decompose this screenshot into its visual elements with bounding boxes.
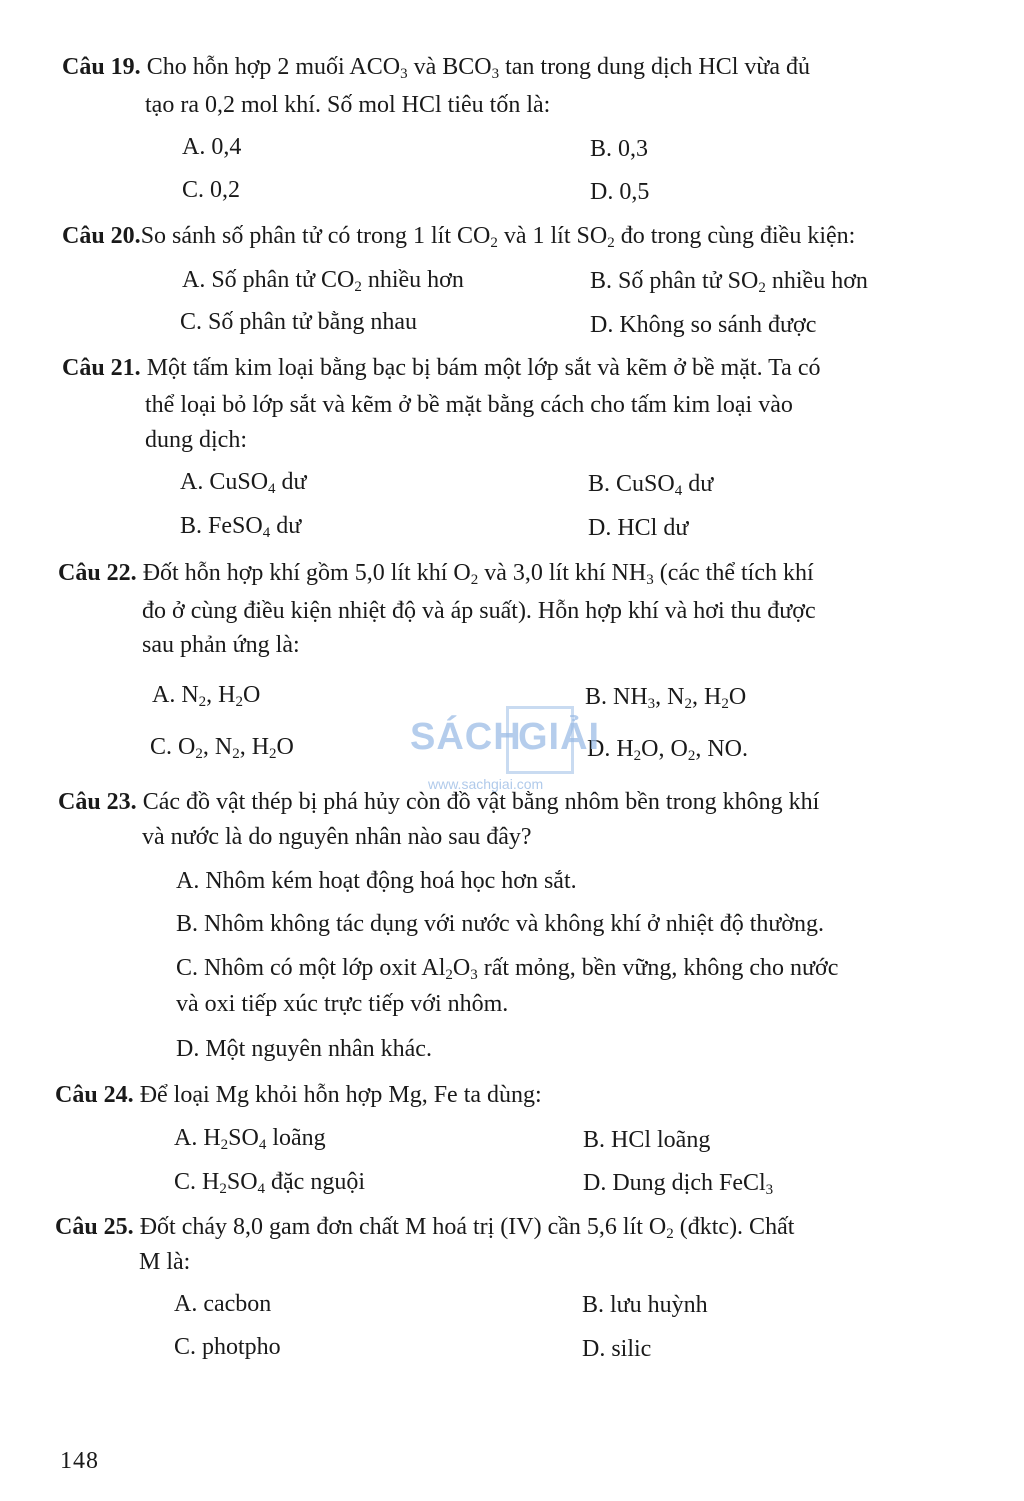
question-21-option-d: D. HCl dư bbox=[588, 515, 689, 541]
question-24-option-a: A. $H_2SO_4$ loãng bbox=[174, 1125, 326, 1153]
question-21-stem-line2: thể loại bỏ lớp sắt và kẽm ở bề mặt bằng cách cho tấm kim loại vào bbox=[145, 392, 793, 418]
question-25-option-c: C. photpho bbox=[174, 1334, 281, 1360]
question-23-stem-line2: và nước là do nguyên nhân nào sau đây? bbox=[142, 824, 532, 850]
question-25-option-d: D. silic bbox=[582, 1336, 652, 1362]
question-25-stem: Câu 25. Đốt cháy 8,0 gam đơn chất M hoá trị (IV) cần 5,6 lít $O_2$ (đktc). Chất bbox=[55, 1214, 795, 1242]
question-21-option-c: B. FeSO$_4$ dư bbox=[180, 513, 302, 541]
question-19-option-a: A. 0,4 bbox=[182, 134, 242, 160]
question-20-option-b: B. Số phân tử $SO_2$ nhiều hơn bbox=[590, 268, 868, 296]
watermark-frame bbox=[506, 706, 574, 774]
question-22-option-c: C. $O_2$, $N_2$, $H_2O$ bbox=[150, 734, 294, 762]
question-23-option-d: D. Một nguyên nhân khác. bbox=[176, 1036, 432, 1062]
question-19-stem-line2: tạo ra 0,2 mol khí. Số mol HCl tiêu tốn là: bbox=[145, 92, 551, 118]
question-22-option-d: D. $H_2O$, $O_2$, NO. bbox=[587, 736, 749, 764]
question-21-option-b: B. CuSO$_4$ dư bbox=[588, 471, 714, 499]
question-22-stem-line3: sau phản ứng là: bbox=[142, 632, 300, 658]
question-22-option-b: B. $NH_3$, $N_2$, $H_2O$ bbox=[585, 684, 747, 712]
question-23-option-c: C. Nhôm có một lớp oxit $Al_2O_3$ rất mỏng, bền vững, không cho nước bbox=[176, 955, 839, 983]
question-22-label: Câu 22. bbox=[58, 560, 137, 586]
question-24-option-c: C. $H_2SO_4$ đặc nguội bbox=[174, 1169, 366, 1197]
question-20-option-d: D. Không so sánh được bbox=[590, 312, 817, 338]
question-24-stem: Câu 24. Để loại Mg khỏi hỗn hợp Mg, Fe ta dùng: bbox=[55, 1082, 542, 1108]
question-25-option-b: B. lưu huỳnh bbox=[582, 1292, 708, 1318]
question-23-option-c-line2: và oxi tiếp xúc trực tiếp với nhôm. bbox=[176, 991, 509, 1017]
question-24-label: Câu 24. bbox=[55, 1082, 134, 1108]
question-25-label: Câu 25. bbox=[55, 1214, 134, 1240]
question-19-option-b: B. 0,3 bbox=[590, 136, 649, 162]
question-24-option-b: B. HCl loãng bbox=[583, 1127, 711, 1153]
page-number: 148 bbox=[60, 1448, 99, 1474]
question-19-stem: Câu 19. Cho hỗn hợp 2 muối $ACO_3$ và $BCO_3$ tan trong dung dịch HCl vừa đủ bbox=[62, 54, 811, 82]
question-21-stem-line3: dung dịch: bbox=[145, 427, 247, 453]
watermark-text-right: GIẢI bbox=[518, 716, 601, 758]
question-23-stem: Câu 23. Các đồ vật thép bị phá hủy còn đồ vật bằng nhôm bền trong không khí bbox=[58, 789, 820, 815]
question-23-label: Câu 23. bbox=[58, 789, 137, 815]
question-23-option-a: A. Nhôm kém hoạt động hoá học hơn sắt. bbox=[176, 868, 577, 894]
question-20-option-a: A. Số phân tử $CO_2$ nhiều hơn bbox=[182, 267, 464, 295]
question-24-option-d: D. Dung dịch FeCl$_3$ bbox=[583, 1170, 774, 1198]
question-22-stem-line2: đo ở cùng điều kiện nhiệt độ và áp suất). Hỗn hợp khí và hơi thu được bbox=[142, 598, 816, 624]
question-19-label: Câu 19. bbox=[62, 54, 141, 80]
question-19-option-d: D. 0,5 bbox=[590, 179, 650, 205]
watermark-text-left: SÁCH bbox=[410, 716, 522, 758]
question-20-option-c: C. Số phân tử bằng nhau bbox=[180, 309, 417, 335]
question-21-stem: Câu 21. Một tấm kim loại bằng bạc bị bám một lớp sắt và kẽm ở bề mặt. Ta có bbox=[62, 355, 821, 381]
question-21-label: Câu 21. bbox=[62, 355, 141, 381]
question-20-label: Câu 20. bbox=[62, 223, 141, 249]
question-19-option-c: C. 0,2 bbox=[182, 177, 241, 203]
question-22-option-a: A. $N_2$, $H_2O$ bbox=[152, 682, 261, 710]
watermark-url: www.sachgiai.com bbox=[428, 776, 544, 792]
question-25-stem-line2: M là: bbox=[139, 1249, 191, 1275]
question-21-option-a: A. CuSO$_4$ dư bbox=[180, 469, 307, 497]
question-20-stem: Câu 20.So sánh số phân tử có trong 1 lít $CO_2$ và 1 lít $SO_2$ đo trong cùng điều kiện: bbox=[62, 223, 856, 251]
question-25-option-a: A. cacbon bbox=[174, 1291, 272, 1317]
question-23-option-b: B. Nhôm không tác dụng với nước và không khí ở nhiệt độ thường. bbox=[176, 911, 825, 937]
question-22-stem: Câu 22. Đốt hỗn hợp khí gồm 5,0 lít khí $O_2$ và 3,0 lít khí $NH_3$ (các thể tích khí bbox=[58, 560, 814, 588]
